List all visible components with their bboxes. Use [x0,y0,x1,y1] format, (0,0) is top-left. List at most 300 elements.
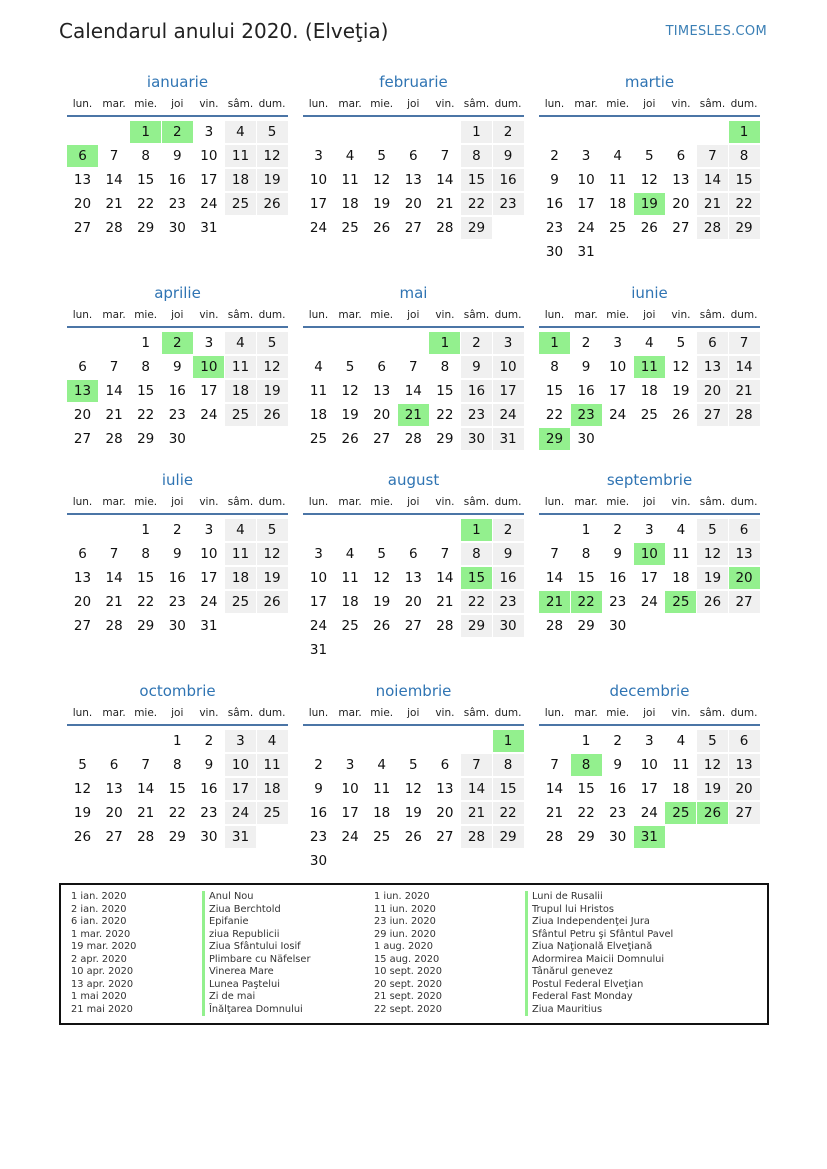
week-row [67,826,288,850]
day-cell: 30 [493,615,524,637]
day-cell: 31 [493,428,524,450]
day-cell: 21 [461,802,492,824]
day-cell: 5 [257,519,288,541]
weekday-label: vin. [671,496,691,508]
day-cell: 25 [225,404,256,426]
legend-entry: Tânărul genevez [525,966,673,979]
weekday-label: mar. [574,309,598,321]
weekday-label: sâm. [699,707,726,719]
week-row [303,145,524,169]
month-decembrie [539,680,760,850]
month-noiembrie [303,680,524,874]
month-name: aprilie [154,284,201,302]
day-cell: 7 [440,148,450,164]
day-cell: 9 [314,781,323,797]
day-cell: 27 [672,220,690,236]
day-cell: 12 [257,543,288,565]
weekday-label: lun. [72,496,93,508]
day-cell: 8 [440,359,450,375]
day-cell: 9 [581,359,591,375]
day-cell: 24 [200,594,218,610]
day-cell: 5 [408,757,418,773]
day-cell: 3 [493,332,524,354]
legend-entry: 1 mai 2020 [71,991,127,1002]
day-cell: 29 [137,431,155,447]
day-cell: 10 [493,356,524,378]
weekday-label: mar. [102,309,126,321]
day-cell: 22 [729,193,760,215]
day-cell: 11 [225,543,256,565]
day-cell: 9 [461,356,492,378]
empty-day-cell [335,332,366,354]
day-cell: 18 [225,380,256,402]
day-cell: 18 [257,778,288,800]
day-cell: 15 [577,781,595,797]
day-cell: 12 [257,145,288,167]
weekday-label: sâm. [227,707,254,719]
legend-entry: ziua Republicii [202,929,310,942]
empty-day-cell [130,730,161,752]
day-cell: 28 [436,220,454,236]
day-cell: 20 [404,196,422,212]
day-cell: 18 [672,570,690,586]
holiday-day-cell: 31 [634,826,665,848]
day-cell: 9 [172,148,182,164]
day-cell: 28 [404,431,422,447]
legend-entry: Sfântul Petru şi Sfântul Pavel [525,929,673,942]
holiday-day-cell: 1 [461,519,492,541]
week-row [303,404,524,428]
day-cell: 14 [545,781,564,797]
day-cell: 26 [640,220,658,236]
week-row [539,591,760,615]
day-cell: 24 [309,618,328,634]
week-row [303,615,524,639]
empty-day-cell [99,332,130,354]
day-cell: 15 [168,781,186,797]
day-cell: 15 [545,383,564,399]
day-cell: 12 [257,356,288,378]
weekday-label: joi [643,98,656,110]
week-row [67,121,288,145]
day-cell: 5 [676,335,686,351]
day-cell: 1 [581,522,591,538]
day-cell: 5 [345,359,355,375]
legend-entry: 21 sept. 2020 [374,991,442,1002]
day-cell: 11 [225,145,256,167]
legend-entry: 10 sept. 2020 [374,966,442,977]
day-cell: 4 [314,359,323,375]
weekday-label: vin. [199,707,219,719]
day-cell: 14 [545,570,564,586]
week-row [303,543,524,567]
day-cell: 6 [109,757,119,773]
weekday-label: sâm. [463,98,490,110]
day-cell: 21 [697,193,728,215]
weekday-label: mar. [338,496,362,508]
legend-entry: Zi de mai [202,991,310,1004]
day-cell: 4 [225,121,256,143]
day-cell: 3 [204,522,214,538]
weekday-label: sâm. [227,309,254,321]
day-cell: 25 [373,829,391,845]
holiday-day-cell: 2 [162,332,193,354]
day-cell: 13 [73,570,92,586]
day-cell: 23 [493,193,524,215]
day-cell: 16 [168,570,186,586]
day-cell: 15 [436,383,454,399]
weekday-label: vin. [435,309,455,321]
legend-entry: 23 iun. 2020 [374,916,436,927]
empty-day-cell [429,121,460,143]
day-cell: 3 [613,335,622,351]
day-cell: 23 [493,591,524,613]
day-cell: 5 [78,757,87,773]
weekday-label: joi [643,707,656,719]
day-cell: 18 [609,196,627,212]
week-row [67,615,288,639]
day-cell: 24 [577,220,595,236]
day-cell: 6 [440,757,450,773]
day-cell: 2 [172,522,182,538]
weekday-header [303,493,524,515]
day-cell: 29 [493,826,524,848]
holiday-day-cell: 1 [429,332,460,354]
day-cell: 28 [105,220,123,236]
week-row [67,591,288,615]
empty-day-cell [366,121,397,143]
day-cell: 13 [729,754,760,776]
weekday-label: sâm. [227,98,254,110]
day-cell: 12 [640,172,658,188]
week-row [539,730,760,754]
day-cell: 13 [404,570,422,586]
weekday-label: dum. [730,707,758,719]
day-cell: 27 [105,829,123,845]
weekday-header [539,704,760,726]
empty-day-cell [571,121,602,143]
weekday-label: dum. [258,707,286,719]
week-row [539,826,760,850]
month-name: noiembrie [375,682,452,700]
week-row [67,217,288,241]
day-cell: 24 [609,407,627,423]
day-cell: 26 [697,591,728,613]
week-row [539,145,760,169]
day-cell: 30 [577,431,595,447]
day-cell: 31 [200,220,218,236]
legend-entry: Federal Fast Monday [525,991,673,1004]
holiday-day-cell: 10 [634,543,665,565]
empty-day-cell [303,332,334,354]
day-cell: 31 [225,826,256,848]
day-cell: 13 [404,172,422,188]
empty-day-cell [398,730,429,752]
weekday-label: vin. [199,98,219,110]
weekday-label: mie. [606,98,630,110]
day-cell: 29 [461,217,492,239]
week-row [67,332,288,356]
holiday-day-cell: 20 [729,567,760,589]
week-row [303,639,524,663]
weekday-label: vin. [435,496,455,508]
holiday-day-cell: 8 [571,754,602,776]
site-link[interactable]: TIMESLES.COM [665,24,767,39]
legend-dates-left [71,891,136,1016]
week-row [67,193,288,217]
day-cell: 4 [377,757,386,773]
day-cell: 8 [141,359,150,375]
legend-entry: 20 sept. 2020 [374,978,442,990]
month-name: mai [399,284,428,302]
weekday-label: lun. [72,98,93,110]
day-cell: 9 [493,145,524,167]
day-cell: 16 [493,567,524,589]
weekday-label: vin. [671,98,691,110]
day-cell: 15 [729,169,760,191]
day-cell: 29 [137,618,155,634]
day-cell: 11 [373,781,391,797]
legend-entry: Înălţarea Domnului [202,1004,310,1017]
holiday-day-cell: 11 [634,356,665,378]
day-cell: 25 [341,220,359,236]
day-cell: 30 [545,244,564,260]
empty-day-cell [539,730,570,752]
day-cell: 11 [341,570,359,586]
day-cell: 6 [729,519,760,541]
day-cell: 6 [408,148,418,164]
legend-entry: Ziua Naţională Elveţiană [525,941,673,954]
week-row [303,519,524,543]
day-cell: 11 [341,172,359,188]
day-cell: 19 [404,805,422,821]
day-cell: 8 [729,145,760,167]
month-iunie [539,282,760,452]
day-cell: 10 [200,148,218,164]
holiday-day-cell: 19 [634,193,665,215]
day-cell: 22 [137,594,155,610]
day-cell: 7 [461,754,492,776]
month-octombrie [67,680,288,850]
day-cell: 10 [609,359,627,375]
day-cell: 10 [309,570,328,586]
week-row [303,380,524,404]
weekday-label: sâm. [463,707,490,719]
day-cell: 16 [609,781,627,797]
legend-entry: 1 aug. 2020 [374,941,433,952]
day-cell: 23 [609,805,627,821]
day-cell: 15 [137,172,155,188]
legend-entry: 1 mar. 2020 [71,928,131,940]
holiday-day-cell: 25 [665,591,696,613]
day-cell: 6 [729,730,760,752]
day-cell: 27 [729,802,760,824]
legend-entry: Postul Federal Elveţian [525,979,673,992]
day-cell: 2 [461,332,492,354]
week-row [67,778,288,802]
weekday-label: lun. [544,496,565,508]
weekday-label: mar. [574,496,598,508]
weekday-label: joi [407,309,420,321]
legend-entry: 6 ian. 2020 [71,916,127,927]
weekday-label: mie. [370,309,394,321]
day-cell: 7 [550,757,559,773]
day-cell: 27 [73,431,92,447]
day-cell: 27 [436,829,454,845]
day-cell: 22 [545,407,564,423]
day-cell: 23 [609,594,627,610]
day-cell: 23 [168,594,186,610]
weekday-label: mar. [574,707,598,719]
month-name: august [387,471,440,489]
day-cell: 26 [73,829,92,845]
day-cell: 17 [225,778,256,800]
day-cell: 6 [78,546,87,562]
day-cell: 20 [105,805,123,821]
week-row [303,217,524,241]
month-februarie [303,71,524,241]
day-cell: 9 [204,757,214,773]
day-cell: 25 [341,618,359,634]
weekday-label: mie. [606,309,630,321]
legend-entry: Luni de Rusalii [525,891,673,904]
week-row [67,730,288,754]
day-cell: 17 [640,570,658,586]
day-cell: 14 [404,383,422,399]
day-cell: 20 [672,196,690,212]
day-cell: 15 [137,383,155,399]
empty-day-cell [398,519,429,541]
day-cell: 15 [137,570,155,586]
day-cell: 25 [225,591,256,613]
empty-day-cell [303,519,334,541]
day-cell: 16 [200,781,218,797]
day-cell: 27 [404,618,422,634]
month-mai [303,282,524,452]
empty-day-cell [335,121,366,143]
day-cell: 1 [141,522,150,538]
weekday-label: mie. [134,309,158,321]
holiday-day-cell: 1 [539,332,570,354]
day-cell: 20 [373,407,391,423]
day-cell: 20 [73,196,92,212]
weekday-label: dum. [730,98,758,110]
month-name: ianuarie [146,73,209,91]
day-cell: 4 [257,730,288,752]
week-row [539,380,760,404]
weekday-label: sâm. [699,496,726,508]
day-cell: 6 [676,148,686,164]
week-row [67,404,288,428]
day-cell: 19 [697,567,728,589]
day-cell: 27 [729,591,760,613]
day-cell: 12 [341,383,359,399]
day-cell: 16 [309,805,328,821]
day-cell: 18 [341,196,359,212]
day-cell: 10 [200,546,218,562]
day-cell: 10 [341,781,359,797]
legend-entry: Ziua Berchtold [202,904,310,917]
day-cell: 14 [105,172,123,188]
week-row [539,567,760,591]
day-cell: 30 [168,431,186,447]
week-row [303,332,524,356]
month-name: iunie [631,284,668,302]
day-cell: 3 [225,730,256,752]
empty-day-cell [602,121,633,143]
day-cell: 1 [461,121,492,143]
holiday-day-cell: 26 [697,802,728,824]
week-row [67,428,288,452]
legend-entry: Epifanie [202,916,310,929]
day-cell: 8 [581,546,591,562]
weekday-label: dum. [258,309,286,321]
day-cell: 25 [257,802,288,824]
day-cell: 14 [697,169,728,191]
legend-entry: 2 ian. 2020 [71,903,127,915]
day-cell: 22 [461,193,492,215]
empty-day-cell [335,519,366,541]
day-cell: 22 [137,407,155,423]
week-row [303,567,524,591]
day-cell: 24 [640,805,658,821]
day-cell: 29 [137,220,155,236]
weekday-label: dum. [494,98,522,110]
day-cell: 14 [436,570,454,586]
day-cell: 4 [225,332,256,354]
week-row [539,332,760,356]
day-cell: 24 [341,829,359,845]
day-cell: 1 [141,335,150,351]
day-cell: 23 [200,805,218,821]
legend-entry: Adormirea Maicii Domnului [525,954,673,967]
weekday-label: mar. [102,496,126,508]
week-row [303,778,524,802]
week-row [303,802,524,826]
week-row [539,356,760,380]
holiday-legend [59,883,769,1025]
day-cell: 5 [377,148,386,164]
day-cell: 21 [105,196,123,212]
day-cell: 22 [577,805,595,821]
month-iulie [67,469,288,639]
day-cell: 2 [613,522,622,538]
day-cell: 28 [436,618,454,634]
week-row [539,169,760,193]
day-cell: 5 [644,148,654,164]
day-cell: 12 [672,359,690,375]
day-cell: 8 [550,359,559,375]
legend-dates-right [374,891,442,1016]
day-cell: 18 [373,805,391,821]
day-cell: 18 [640,383,658,399]
day-cell: 25 [609,220,627,236]
day-cell: 5 [697,730,728,752]
day-cell: 17 [309,196,328,212]
day-cell: 19 [73,805,92,821]
empty-day-cell [99,121,130,143]
weekday-label: lun. [544,707,565,719]
legend-entry: Ziua Mauritius [525,1004,673,1017]
day-cell: 29 [577,829,595,845]
weekday-label: lun. [72,707,93,719]
weekday-label: sâm. [699,309,726,321]
day-cell: 28 [137,829,155,845]
empty-day-cell [335,730,366,752]
weekday-label: vin. [671,707,691,719]
day-cell: 19 [373,594,391,610]
holiday-day-cell: 6 [67,145,98,167]
